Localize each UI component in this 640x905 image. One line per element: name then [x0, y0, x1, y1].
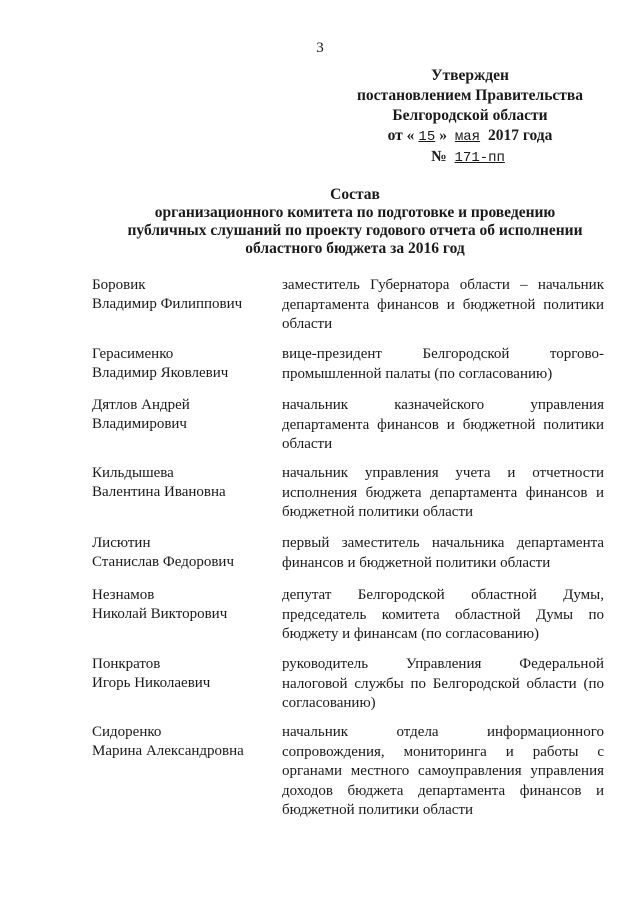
approval-line-resolution: постановлением Правительства [356, 87, 584, 104]
member-surname: Боровик [92, 277, 146, 293]
member-surname: Дятлов Андрей [92, 397, 190, 413]
member-surname: Понкратов [92, 656, 161, 672]
approval-date-mid: » [439, 127, 447, 144]
member-role: депутат Белгородской областной Думы, председатель комитета областной Думы по бюджету и финансам (по согласованию) [282, 587, 604, 642]
member-given-names: Валентина Ивановна [92, 484, 226, 500]
member-given-names: Владимирович [92, 416, 187, 432]
page-number: 3 [316, 40, 324, 56]
member-given-names: Станислав Федорович [92, 554, 234, 570]
member-given-names: Владимир Филиппович [92, 296, 243, 312]
member-role: начальник отдела информационного сопровождения, мониторинга и работы с органами местного самоуправления управления доходов бюджета департамента финансов и бюджетной политики области [282, 724, 604, 818]
approval-number-value: 171-пп [454, 150, 505, 166]
approval-number [330, 147, 610, 168]
member-name [92, 723, 272, 761]
approval-line-region: Белгородской области [392, 107, 548, 124]
approval-stamp [330, 66, 610, 168]
member-surname: Герасименко [92, 346, 174, 362]
member-role: заместитель Губернатора области – начальник департамента финансов и бюджетной политики области [282, 277, 604, 332]
approval-date-day: 15 [418, 129, 436, 145]
title-line-3: публичных слушаний по проекту годового отчета об исполнении [127, 222, 583, 239]
member-given-names: Николай Викторович [92, 606, 228, 622]
member-role: начальник управления учета и отчетности исполнения бюджета департамента финансов и бюджетной политики области [282, 465, 604, 520]
member-given-names: Игорь Николаевич [92, 675, 211, 691]
member-name [92, 586, 272, 624]
member-role: вице-президент Белгородской торгово-промышленной палаты (по согласованию) [282, 346, 604, 382]
approval-date-month: мая [454, 129, 481, 145]
approval-date-year: 2017 года [487, 127, 553, 144]
member-name [92, 276, 272, 314]
member-given-names: Владимир Яковлевич [92, 365, 229, 381]
member-name [92, 655, 272, 693]
approval-date-prefix: от « [387, 127, 415, 144]
approval-date [330, 126, 610, 147]
member-surname: Незнамов [92, 587, 155, 603]
member-surname: Кильдышева [92, 465, 174, 481]
member-name [92, 396, 272, 434]
member-given-names: Марина Александровна [92, 743, 244, 759]
member-role: руководитель Управления Федеральной налоговой службы по Белгородской области (по согласованию) [282, 656, 604, 711]
member-role: начальник казначейского управления департамента финансов и бюджетной политики области [282, 397, 604, 452]
title-line-1: Состав [330, 186, 380, 203]
approval-title: Утвержден [431, 67, 509, 84]
member-surname: Сидоренко [92, 724, 162, 740]
document-title [95, 186, 615, 258]
approval-number-prefix: № [431, 148, 447, 165]
member-surname: Лисютин [92, 535, 151, 551]
member-name [92, 345, 272, 383]
member-name [92, 464, 272, 502]
member-name [92, 534, 272, 572]
title-line-2: организационного комитета по подготовке и проведению [154, 204, 556, 221]
title-line-4: областного бюджета за 2016 год [245, 240, 465, 257]
member-role: первый заместитель начальника департамента финансов и бюджетной политики области [282, 535, 604, 571]
